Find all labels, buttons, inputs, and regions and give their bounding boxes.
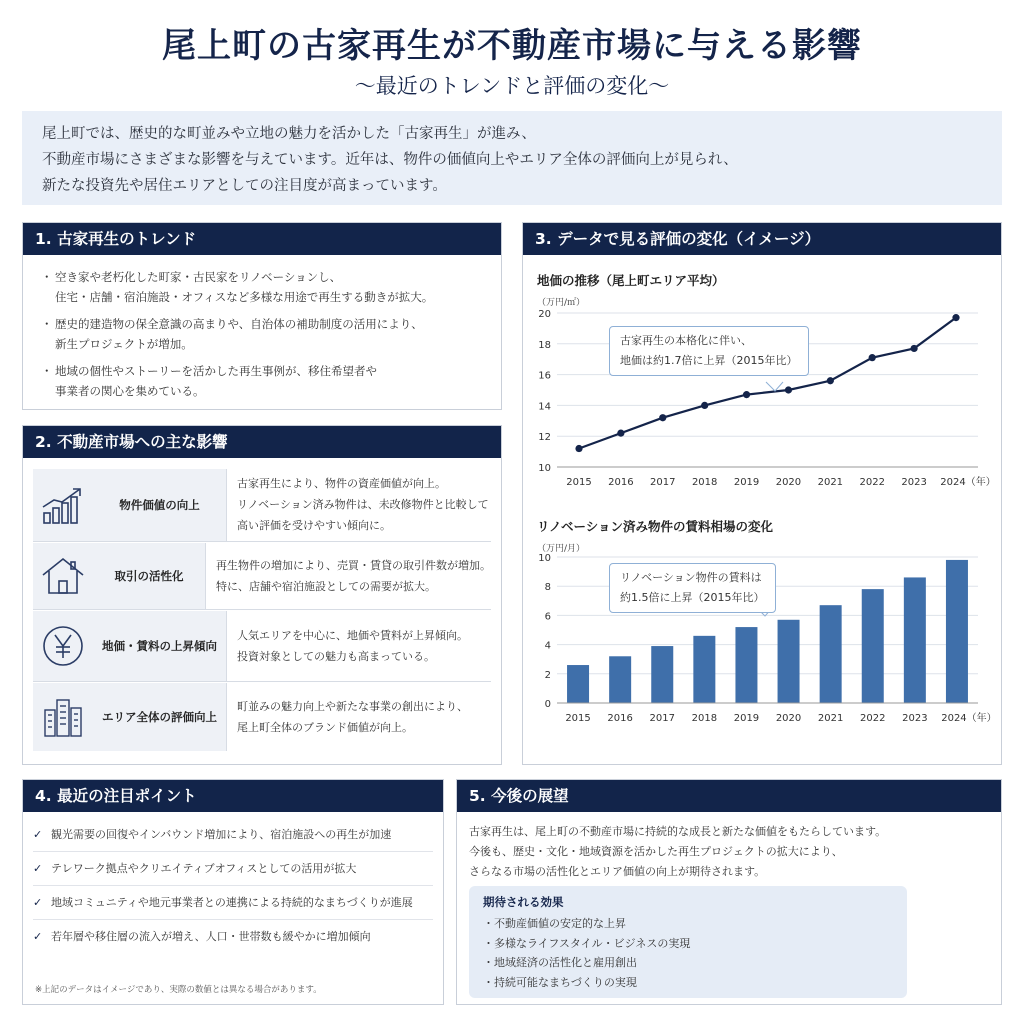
rent-bar xyxy=(946,560,968,703)
impact-desc-line: 投資対象としての魅力も高まっている。 xyxy=(237,649,435,663)
trend-item: ・ 地域の個性やストーリーを活かした再生事例が、移住希望者や 事業者の関心を集めている。 xyxy=(41,364,377,398)
point-item xyxy=(33,818,433,852)
data-heading: 3. データで見る評価の変化（イメージ） xyxy=(523,223,1001,255)
trend-line: 空き家や老朽化した町家・古民家をリノベーションし、 xyxy=(55,270,342,284)
intro-line: 尾上町では、歴史的な町並みや立地の魅力を活かした「古家再生」が進み、 xyxy=(42,126,536,142)
y-tick-label: 18 xyxy=(538,339,551,351)
land-callout-line: 地価は約1.7倍に上昇（2015年比） xyxy=(620,354,798,367)
check-icon: ✓ xyxy=(33,828,43,841)
impact-label: エリア全体の評価向上 xyxy=(102,710,217,724)
impact-desc-line: 町並みの魅力向上や新たな事業の創出により、 xyxy=(237,700,468,713)
x-tick-label: 2023 xyxy=(902,713,928,724)
intro-box xyxy=(22,111,1002,205)
y-tick-label: 4 xyxy=(544,640,551,652)
rent-bar xyxy=(778,620,800,703)
impact-desc xyxy=(227,625,468,667)
impact-desc-line: 特に、店舗や宿泊施設としての需要が拡大。 xyxy=(216,579,436,593)
land-price-point xyxy=(575,445,582,452)
impact-row xyxy=(33,610,491,682)
y-tick-label: 2 xyxy=(544,669,551,681)
house-icon xyxy=(33,546,93,606)
land-price-point xyxy=(785,386,792,393)
impact-label-cell xyxy=(33,543,206,609)
y-tick-label: 0 xyxy=(544,699,551,710)
point-text: 観光需要の回復やインバウンド増加により、宿泊施設への再生が加速 xyxy=(51,828,392,841)
effect-item: ・地域経済の活性化と雇用創出 xyxy=(483,956,637,969)
impact-desc xyxy=(227,473,489,536)
outlook-panel xyxy=(456,779,1002,1005)
point-item xyxy=(33,920,433,954)
effect-item: ・持続可能なまちづくりの実現 xyxy=(483,975,637,989)
data-disclaimer: ※上記のデータはイメージであり、実際の数値とは異なる場合があります。 xyxy=(35,985,322,995)
y-tick-label: 20 xyxy=(538,309,551,320)
y-tick-label: 16 xyxy=(538,370,551,382)
trend-line: 事業者の関心を集めている。 xyxy=(55,384,205,398)
page-subtitle: ～最近のトレンドと評価の変化～ xyxy=(354,74,670,98)
x-tick-label: 2024（年） xyxy=(941,713,997,724)
trends-panel xyxy=(22,222,502,410)
point-item xyxy=(33,852,433,886)
y-tick-label: 12 xyxy=(538,432,551,444)
rent-bar xyxy=(735,627,757,703)
x-tick-label: 2021 xyxy=(817,477,844,488)
impacts-panel xyxy=(22,425,502,765)
trend-item: ・ 歴史的建造物の保全意識の高まりや、自治体の補助制度の活用により、 新生プロジェクトが増加。 xyxy=(41,317,423,351)
x-tick-label: 2018 xyxy=(691,477,718,488)
land-price-point xyxy=(659,414,666,421)
trends-heading: 1. 古家再生のトレンド xyxy=(23,223,501,255)
y-tick-label: 8 xyxy=(544,582,551,594)
bar-chart-growth-icon xyxy=(33,475,93,535)
x-tick-label: 2015 xyxy=(566,477,592,488)
impact-desc-line: 再生物件の増加により、売買・賃貸の取引件数が増加。 xyxy=(216,558,491,572)
x-tick-label: 2022 xyxy=(859,477,885,488)
rent-callout-line: リノベーション物件の賃料は xyxy=(620,571,762,584)
outlook-line: さらなる市場の活性化とエリア価値の向上が期待されます。 xyxy=(469,865,766,878)
land-price-point xyxy=(743,391,750,398)
x-tick-label: 2019 xyxy=(733,477,760,488)
point-text: 地域コミュニティや地元事業者との連携による持続的なまちづくりが進展 xyxy=(51,896,413,909)
check-icon: ✓ xyxy=(33,930,43,943)
land-price-point xyxy=(617,430,624,437)
impact-desc-line: リノベーション済み物件は、未改修物件と比較して xyxy=(237,498,489,511)
x-tick-label: 2017 xyxy=(649,713,675,724)
x-tick-label: 2021 xyxy=(817,713,844,724)
x-tick-label: 2020 xyxy=(775,713,802,724)
intro-line: 不動産市場にさまざまな影響を与えています。近年は、物件の価値向上やエリア全体の評価向上が見られ、 xyxy=(42,152,738,168)
effects-title: 期待される効果 xyxy=(483,895,564,909)
rent-chart-unit: （万円/月） xyxy=(537,544,586,554)
effect-item: ・多様なライフスタイル・ビジネスの実現 xyxy=(483,936,691,950)
impact-desc-line: 尾上町全体のブランド価値が向上。 xyxy=(237,721,413,734)
impact-row xyxy=(33,542,491,610)
x-tick-label: 2017 xyxy=(650,477,676,488)
land-callout xyxy=(609,326,809,376)
point-item xyxy=(33,886,433,920)
impact-row xyxy=(33,468,491,542)
rent-bar xyxy=(820,605,842,703)
impact-desc xyxy=(227,696,468,738)
callout-pointer xyxy=(766,382,783,391)
yen-coin-icon xyxy=(33,616,93,676)
impact-desc-line: 人気エリアを中心に、地価や賃料が上昇傾向。 xyxy=(237,628,468,642)
land-price-point xyxy=(827,377,834,384)
x-tick-label: 2020 xyxy=(775,477,802,488)
x-tick-label: 2022 xyxy=(860,713,886,724)
data-panel xyxy=(522,222,1002,765)
impacts-heading: 2. 不動産市場への主な影響 xyxy=(23,426,501,458)
rent-bar xyxy=(904,577,926,703)
y-tick-label: 10 xyxy=(538,553,551,564)
land-price-point xyxy=(701,402,708,409)
land-price-point xyxy=(911,345,918,352)
page-title: 尾上町の古家再生が不動産市場に与える影響 xyxy=(162,26,862,66)
rent-bar xyxy=(567,665,589,703)
land-price-point xyxy=(952,314,959,321)
point-text: テレワーク拠点やクリエイティブオフィスとしての活用が拡大 xyxy=(51,862,357,875)
trend-item: ・ 空き家や老朽化した町家・古民家をリノベーションし、 住宅・店舗・宿泊施設・オフィスなど多様な用途で再生する動きが拡大。 xyxy=(41,270,434,304)
buildings-icon xyxy=(33,687,93,747)
x-tick-label: 2018 xyxy=(691,713,718,724)
impact-desc-line: 高い評価を受けやすい傾向に。 xyxy=(237,519,391,532)
land-price-point xyxy=(869,354,876,361)
effect-item: ・不動産価値の安定的な上昇 xyxy=(483,917,626,930)
impact-label-cell xyxy=(33,683,227,751)
x-tick-label: 2016 xyxy=(608,477,634,488)
x-tick-label: 2019 xyxy=(733,713,760,724)
intro-line: 新たな投資先や居住エリアとしての注目度が高まっています。 xyxy=(42,178,447,194)
check-icon: ✓ xyxy=(33,896,43,909)
expected-effects-box xyxy=(469,886,907,998)
y-tick-label: 14 xyxy=(538,401,551,413)
trend-line: 地域の個性やストーリーを活かした再生事例が、移住希望者や xyxy=(55,364,377,378)
impact-desc xyxy=(206,555,491,597)
impact-label-cell xyxy=(33,469,227,541)
impact-label: 取引の活性化 xyxy=(114,568,184,583)
trends-list xyxy=(23,255,501,401)
rent-callout xyxy=(609,563,776,613)
land-chart-unit: （万円/㎡） xyxy=(537,298,586,308)
trend-line: 歴史的建造物の保全意識の高まりや、自治体の補助制度の活用により、 xyxy=(55,317,423,331)
x-tick-label: 2015 xyxy=(565,713,591,724)
point-text: 若年層や移住層の流入が増え、人口・世帯数も緩やかに増加傾向 xyxy=(51,930,371,943)
impact-label: 物件価値の向上 xyxy=(119,497,200,512)
points-panel xyxy=(22,779,444,1005)
impact-label-cell xyxy=(33,611,227,681)
impact-row xyxy=(33,682,491,752)
rent-bar xyxy=(862,589,884,703)
outlook-line: 今後も、歴史・文化・地域資源を活かした再生プロジェクトの拡大により、 xyxy=(469,845,843,858)
trend-line: 住宅・店舗・宿泊施設・オフィスなど多様な用途で再生する動きが拡大。 xyxy=(55,290,434,304)
land-chart-title: 地価の推移（尾上町エリア平均） xyxy=(537,273,725,288)
effects-list xyxy=(483,914,893,992)
outlook-line: 古家再生は、尾上町の不動産市場に持続的な成長と新たな価値をもたらしています。 xyxy=(469,825,887,838)
x-tick-label: 2023 xyxy=(901,477,927,488)
trend-line: 新生プロジェクトが増加。 xyxy=(55,337,193,351)
y-tick-label: 6 xyxy=(544,611,551,623)
outlook-heading: 5. 今後の展望 xyxy=(457,780,1001,812)
impact-desc-line: 古家再生により、物件の資産価値が向上。 xyxy=(237,477,446,490)
rent-bar xyxy=(609,656,631,703)
check-icon: ✓ xyxy=(33,862,43,875)
rent-callout-line: 約1.5倍に上昇（2015年比） xyxy=(620,591,765,604)
rent-bar xyxy=(693,636,715,703)
rent-bar xyxy=(651,646,673,703)
impact-label: 地価・賃料の上昇傾向 xyxy=(102,638,217,653)
points-heading: 4. 最近の注目ポイント xyxy=(23,780,443,812)
y-tick-label: 10 xyxy=(538,463,551,474)
land-callout-line: 古家再生の本格化に伴い、 xyxy=(620,334,752,347)
x-tick-label: 2016 xyxy=(607,713,633,724)
x-tick-label: 2024（年） xyxy=(940,477,996,488)
rent-chart-title: リノベーション済み物件の賃料相場の変化 xyxy=(537,519,774,534)
outlook-text xyxy=(457,812,1001,882)
